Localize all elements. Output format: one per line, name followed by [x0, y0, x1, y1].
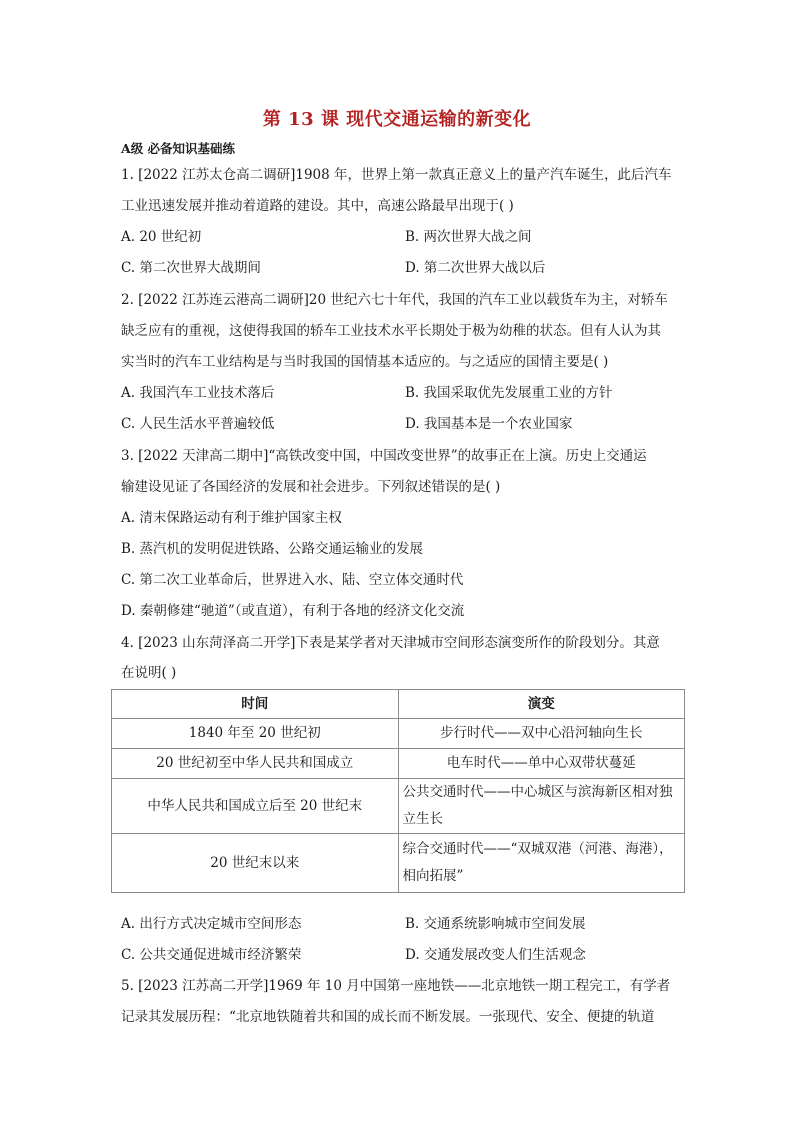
q4-option-b: B. 交通系统影响城市空间发展	[405, 916, 586, 932]
q2-stem-line1: 2. [2022 江苏连云港高二调研]20 世纪六七十年代，我国的汽车工业以载货车为主，对轿车	[121, 292, 668, 308]
table-header-time: 时间	[112, 690, 399, 719]
table-row	[112, 719, 685, 749]
q1-stem-line1: 1. [2022 江苏太仓高二调研]1908 年，世界上第一款真正意义上的量产汽车诞生，此后汽车	[121, 167, 672, 183]
q1-option-a: A. 20 世纪初	[121, 229, 202, 245]
table-header-evolution: 演变	[398, 690, 685, 719]
q4-option-d: D. 交通发展改变人们生活观念	[405, 947, 586, 963]
table-cell-time: 中华人民共和国成立后至 20 世纪末	[112, 779, 399, 834]
q2-option-b: B. 我国采取优先发展重工业的方针	[405, 385, 613, 401]
q5-stem-line1: 5. [2023 江苏高二开学]1969 年 10 月中国第一座地铁——北京地铁一期工程完工，有学者	[121, 978, 671, 994]
q1-stem-line2: 工业迅速发展并推动着道路的建设。其中，高速公路最早出现于( )	[121, 198, 514, 214]
q1-option-d: D. 第二次世界大战以后	[405, 260, 546, 276]
table-cell-evolution: 步行时代——双中心沿河轴向生长	[398, 719, 685, 749]
q2-stem-line3: 实当时的汽车工业结构是与当时我国的国情基本适应的。与之适应的国情主要是( )	[121, 354, 609, 370]
table-cell-evolution: 公共交通时代——中心城区与滨海新区相对独立生长	[398, 779, 685, 834]
q4-stem-line2: 在说明( )	[121, 665, 177, 681]
table-cell-time: 20 世纪末以来	[112, 834, 399, 893]
q4-option-c: C. 公共交通促进城市经济繁荣	[121, 947, 302, 963]
q3-stem-line1: 3. [2022 天津高二期中]“高铁改变中国，中国改变世界”的故事正在上演。历史上交通运	[121, 448, 647, 464]
lesson-title: 第 13 课 现代交通运输的新变化	[262, 109, 532, 130]
evolution-table	[111, 689, 685, 893]
q3-option-a: A. 清末保路运动有利于维护国家主权	[121, 510, 342, 526]
q3-stem-line2: 输建设见证了各国经济的发展和社会进步。下列叙述错误的是( )	[121, 479, 501, 495]
section-heading: A级 必备知识基础练	[121, 141, 236, 156]
table-header-row	[112, 690, 685, 719]
q3-option-b: B. 蒸汽机的发明促进铁路、公路交通运输业的发展	[121, 541, 424, 557]
table-cell-time: 1840 年至 20 世纪初	[112, 719, 399, 749]
q2-option-d: D. 我国基本是一个农业国家	[405, 416, 573, 432]
table-cell-evolution: 电车时代——单中心双带状蔓延	[398, 749, 685, 779]
q2-stem-line2: 缺乏应有的重视，这使得我国的轿车工业技术水平长期处于极为幼稚的状态。但有人认为其	[121, 323, 661, 339]
q1-option-c: C. 第二次世界大战期间	[121, 260, 261, 276]
q3-option-d: D. 秦朝修建“驰道”（或直道），有利于各地的经济文化交流	[121, 603, 465, 619]
q2-option-a: A. 我国汽车工业技术落后	[121, 385, 275, 401]
q5-stem-line2: 记录其发展历程：“北京地铁随着共和国的成长而不断发展。一张现代、安全、便捷的轨道	[121, 1009, 655, 1025]
table-row	[112, 779, 685, 834]
q4-option-a: A. 出行方式决定城市空间形态	[121, 916, 302, 932]
q1-option-b: B. 两次世界大战之间	[405, 229, 532, 245]
table-cell-time: 20 世纪初至中华人民共和国成立	[112, 749, 399, 779]
table-cell-evolution: 综合交通时代——“双城双港（河港、海港），相向拓展”	[398, 834, 685, 893]
q2-option-c: C. 人民生活水平普遍较低	[121, 416, 275, 432]
q3-option-c: C. 第二次工业革命后，世界进入水、陆、空立体交通时代	[121, 572, 464, 588]
q4-stem-line1: 4. [2023 山东菏泽高二开学]下表是某学者对天津城市空间形态演变所作的阶段划分。其意	[121, 635, 660, 651]
table-row	[112, 834, 685, 893]
table-row	[112, 749, 685, 779]
